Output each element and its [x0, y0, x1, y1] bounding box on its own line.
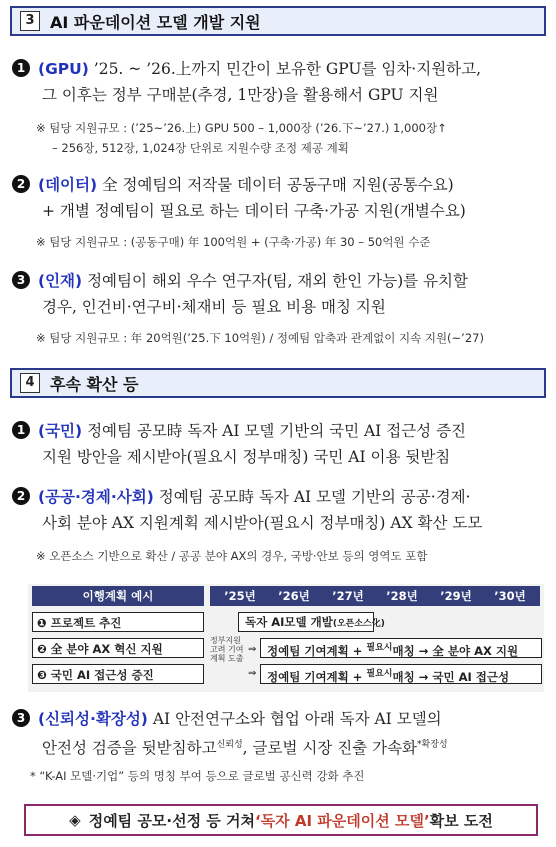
talent-note [36, 328, 546, 348]
bullet-number: 3 [12, 709, 30, 727]
note-line: ※ 팀당 지원규모 : (’25~’26.上) GPU 500 – 1,000장 (’26.下~’27.) 1,000장↑ [36, 121, 447, 135]
year-label: ’30년 [494, 589, 526, 603]
citizen-item [12, 418, 548, 470]
note-line: ※ 오픈소스 기반으로 확산 / 공공 분야 AX의 경우, 국방·안보 등의 영역도 포함 [36, 549, 428, 563]
item-tag: (공공·경제·사회) [38, 488, 154, 506]
note-line: – 256장, 512장, 1,024장 단위로 지원수량 조정 제공 계획 [52, 141, 349, 155]
section-3-header [10, 6, 546, 36]
item-text: + 개별 정예팀이 필요로 하는 데이터 구축·가공 지원(개별수요) [42, 202, 466, 220]
bar-subtext: (오픈소스化) [332, 619, 385, 629]
trust-item [12, 706, 548, 761]
roadmap-table [28, 584, 544, 692]
item-text: 정예팀이 해외 우수 연구자(팀, 재외 한인 가능)를 유치할 [87, 272, 468, 290]
item-text: AI 안전연구소와 협업 아래 독자 AI 모델의 [152, 710, 442, 728]
bar-ax-support [260, 638, 542, 658]
roadmap-header-label: 이행계획 예시 [32, 586, 204, 606]
bar-sup: 필요시 [366, 669, 393, 679]
diamond-icon: ◈ [69, 811, 81, 829]
item-tag: (국민) [38, 422, 83, 440]
item-text: ’25. ~ ’26.上까지 민간이 보유한 GPU를 임차·지원하고, [93, 60, 482, 78]
bullet-number: 3 [12, 271, 30, 289]
item-tag: (신뢰성·확장성) [38, 710, 148, 728]
item-text: 지원 방안을 제시받아(필요시 정부매칭) 국민 AI 이용 뒷받침 [42, 448, 451, 466]
trust-note [30, 766, 540, 786]
conclusion-text: 확보 도전 [429, 811, 493, 830]
item-text: 경우, 인건비·연구비·체재비 등 필요 비용 매칭 지원 [42, 298, 386, 316]
bullet-number: 2 [12, 487, 30, 505]
bullet-number: 1 [12, 421, 30, 439]
section-number: 4 [20, 373, 40, 393]
note-line: * “K-AI 모델·기업” 등의 명칭 부여 등으로 글로벌 공신력 강화 추진 [30, 769, 365, 783]
bar-text: 매칭 → 국민 AI 접근성 [392, 669, 510, 684]
data-note [36, 232, 546, 252]
bar-text: 정예팀 기여계획 + [267, 643, 367, 658]
superscript: 신뢰성 [216, 740, 243, 750]
conclusion-box [24, 804, 538, 836]
section-4-header [10, 368, 546, 398]
note-line: ※ 팀당 지원규모 : (공동구매) 年 100억원 + (구축·가공) 年 30 – 50억원 수준 [36, 235, 431, 249]
item-text: 정예팀 공모時 독자 AI 모델 기반의 공공·경제· [158, 488, 471, 506]
public-item [12, 484, 548, 536]
bar-model-development [238, 612, 385, 632]
item-tag: (인재) [38, 272, 83, 290]
year-label: ’28년 [386, 589, 418, 603]
note-line: ※ 팀당 지원규모 : 年 20억원(’25.下 10억원) / 정예팀 압축과 관계없이 지속 지원(~’27) [36, 331, 484, 345]
year-label: ’26년 [278, 589, 310, 603]
item-text: 그 이후는 정부 구매분(추경, 1만장)을 활용해서 GPU 지원 [42, 86, 439, 104]
public-note [36, 546, 546, 566]
roadmap-row-access: ❸ 국민 AI 접근성 증진 [32, 664, 204, 684]
section-number: 3 [20, 11, 40, 31]
roadmap-mini-note: 정부지원 고려 기여계획 도출 [210, 636, 244, 663]
item-text: 정예팀 공모時 독자 AI 모델 기반의 국민 AI 접근성 증진 [87, 422, 467, 440]
bar-citizen-access [260, 664, 542, 684]
item-text [12, 732, 548, 761]
text-part: , 글로벌 시장 진출 가속화 [242, 739, 418, 758]
year-label: ’29년 [440, 589, 472, 603]
conclusion-text: 정예팀 공모·선정 등 거쳐 [88, 811, 255, 830]
data-item [12, 172, 548, 224]
item-text: 사회 분야 AX 지원계획 제시받아(필요시 정부매칭) AX 확산 도모 [42, 514, 483, 532]
roadmap-row-project: ❶ 프로젝트 추진 [32, 612, 204, 632]
bar-text: 매칭 → 全 분야 AX 지원 [392, 643, 519, 658]
item-tag: (GPU) [38, 60, 89, 78]
gpu-note [36, 118, 546, 158]
bullet-number: 2 [12, 175, 30, 193]
year-label: ’25년 [224, 589, 256, 603]
text-part: 안전성 검증을 뒷받침하고 [42, 739, 217, 758]
gpu-item [12, 56, 548, 108]
item-text: 全 정예팀의 저작물 데이터 공동구매 지원(공통수요) [102, 176, 454, 194]
arrow-icon: ⇒ [248, 668, 257, 679]
bar-text: 정예팀 기여계획 + [267, 669, 367, 684]
superscript: *확장성 [417, 740, 448, 750]
bullet-number: 1 [12, 59, 30, 77]
conclusion-highlight: ‘독자 AI 파운데이션 모델’ [254, 811, 430, 830]
bar-text: 독자 AI모델 개발 [245, 615, 333, 629]
talent-item [12, 268, 548, 320]
year-label: ’27년 [332, 589, 364, 603]
section-title: 후속 확산 등 [50, 374, 139, 394]
item-tag: (데이터) [38, 176, 98, 194]
roadmap-row-ax: ❷ 全 분야 AX 혁신 지원 [32, 638, 204, 658]
arrow-icon: ⇒ [248, 644, 257, 655]
bar-sup: 필요시 [366, 643, 393, 653]
section-title: AI 파운데이션 모델 개발 지원 [50, 12, 261, 32]
